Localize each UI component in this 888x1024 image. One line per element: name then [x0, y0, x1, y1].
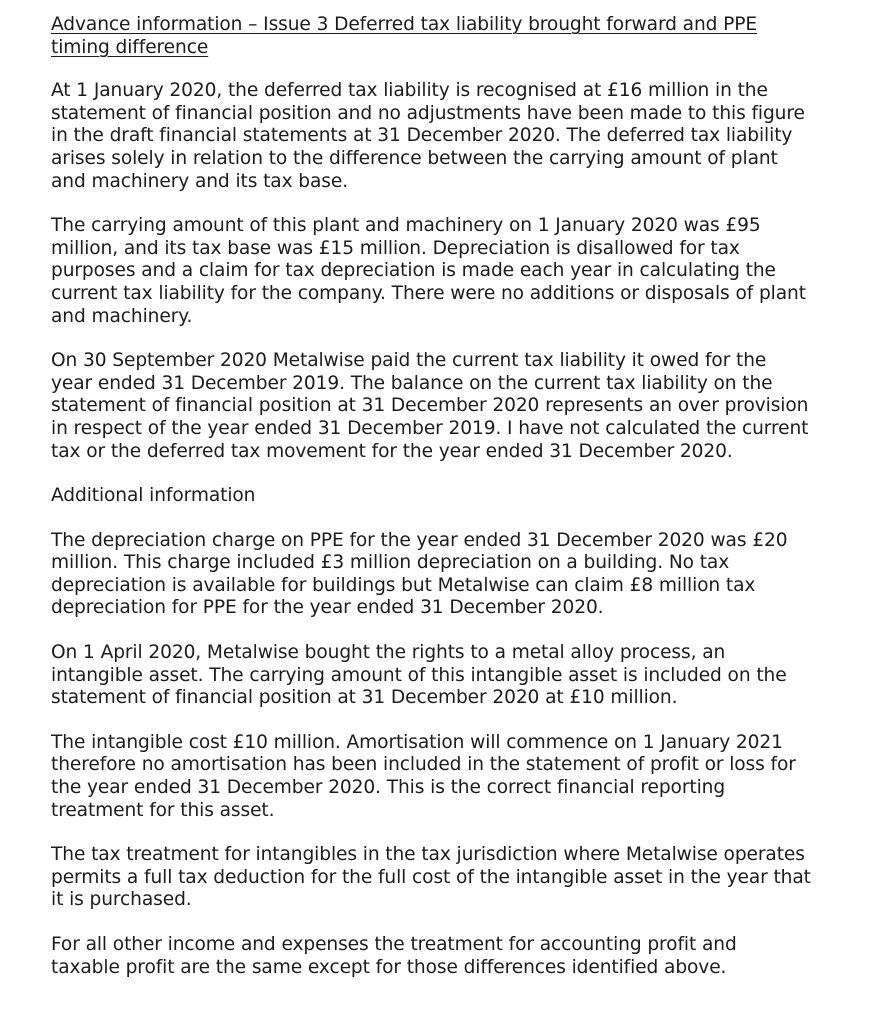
document-page	[51, 14, 811, 1001]
paragraph-carrying-amount: The carrying amount of this plant and machinery on 1 January 2020 was £95 million, and its tax base was £15 million. Depreciation is disallowed for tax purposes and a claim for tax depreciation is made each year in calculating the current tax liability for the company. There were no additions or disposals of plant and machinery.	[51, 215, 806, 327]
paragraph-intangible-purchase: On 1 April 2020, Metalwise bought the rights to a metal alloy process, an intangible asset. The carrying amount of this intangible asset is included on the statement of financial position at 31 December 2020 at £10 million.	[51, 642, 787, 709]
additional-information-heading: Additional information	[51, 485, 256, 507]
paragraph-deferred-tax-opening: At 1 January 2020, the deferred tax liability is recognised at £16 million in the statement of financial position and no adjustments have been made to this figure in the draft financial statements at 31 December 2020. The deferred tax liability arises solely in relation to the difference between the carrying amount of plant and machinery and its tax base.	[51, 80, 805, 192]
paragraph-other-income-expenses: For all other income and expenses the treatment for accounting profit and taxable profit are the same except for those differences identified above.	[51, 934, 737, 978]
paragraph-intangible-tax-treatment: The tax treatment for intangibles in the tax jurisdiction where Metalwise operates permits a full tax deduction for the full cost of the intangible asset in the year that it is purchased.	[51, 844, 811, 911]
paragraph-current-tax-paid: On 30 September 2020 Metalwise paid the current tax liability it owed for the year ended 31 December 2019. The balance on the current tax liability on the statement of financial position at 31 December 2020 represents an over provision in respect of the year ended 31 December 2019. I have not calculated the current tax or the deferred tax movement for the year ended 31 December 2020.	[51, 350, 809, 462]
document-heading: Advance information – Issue 3 Deferred tax liability brought forward and PPE timing difference	[51, 14, 758, 58]
paragraph-depreciation-charge: The depreciation charge on PPE for the year ended 31 December 2020 was £20 million. This charge included £3 million depreciation on a building. No tax depreciation is available for buildings but Metalwise can claim £8 million tax depreciation for PPE for the year ended 31 December 2020.	[51, 529, 788, 619]
paragraph-intangible-amortisation: The intangible cost £10 million. Amortisation will commence on 1 January 2021 therefore no amortisation has been included in the statement of profit or loss for the year ended 31 December 2020. This is the correct financial reporting treatment for this asset.	[51, 731, 796, 821]
